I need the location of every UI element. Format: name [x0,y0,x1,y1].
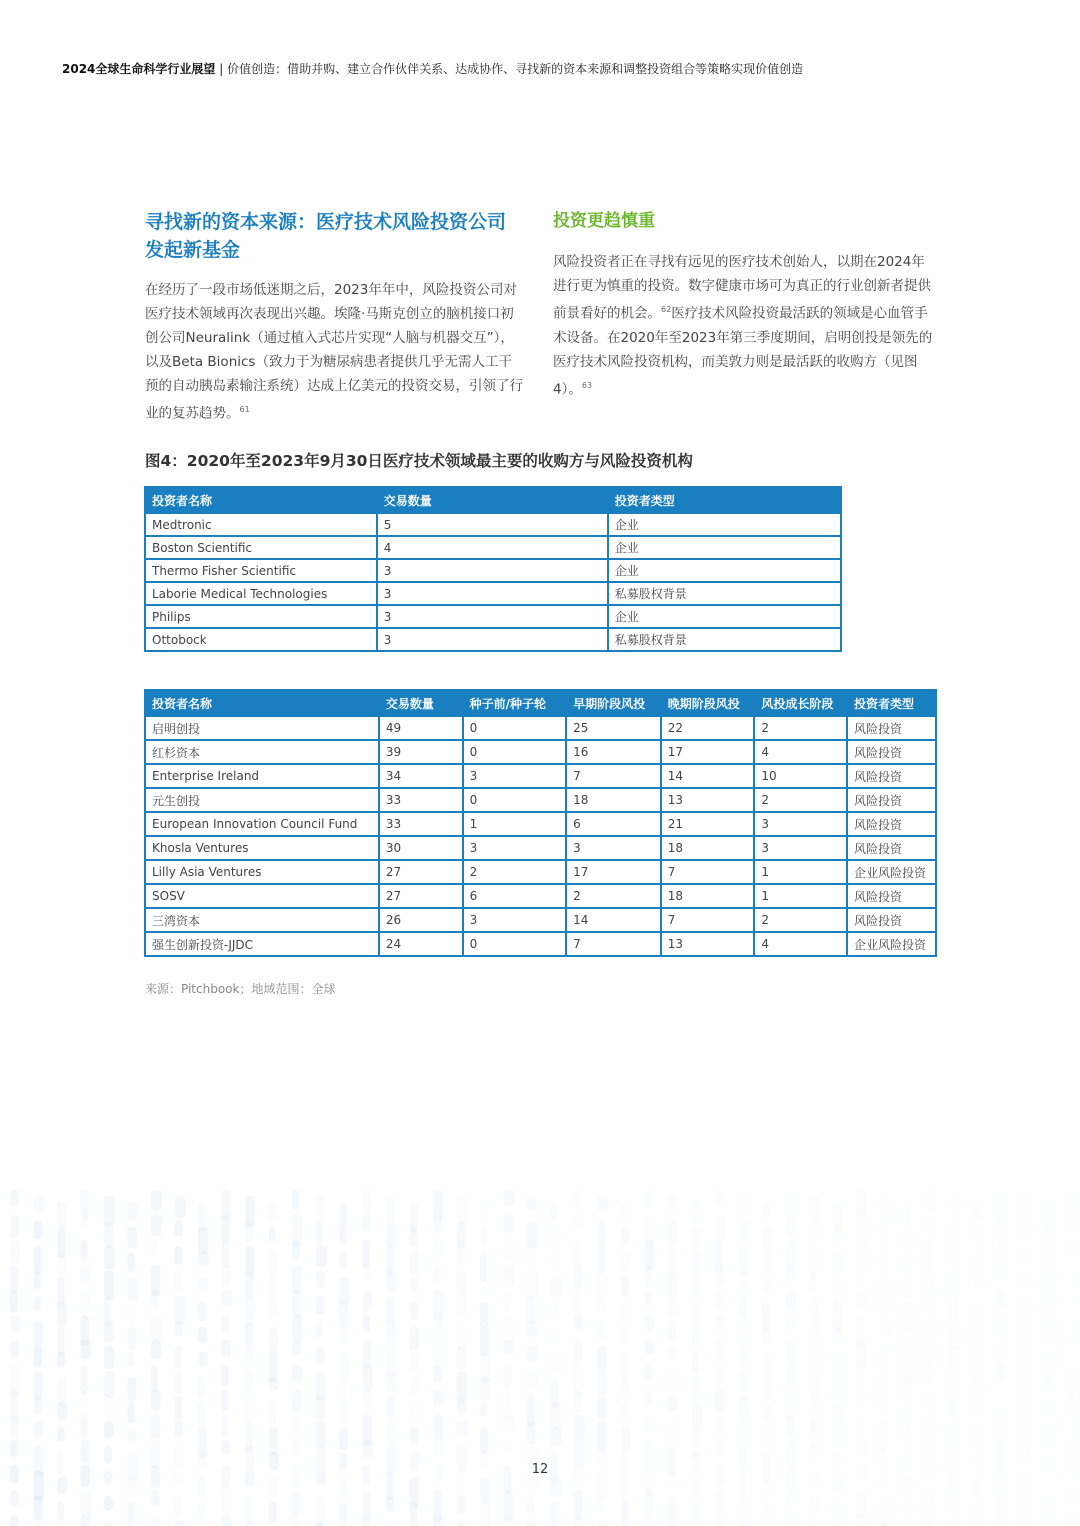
table-row [145,908,936,932]
table-cell: 7 [566,764,661,788]
left-column [145,208,523,426]
table-cell: 2 [463,860,567,884]
acquirers-table [144,486,842,652]
table-row [145,513,841,536]
table-cell: 3 [377,605,608,628]
table-cell: 3 [754,812,847,836]
table-cell: 2 [754,716,847,740]
footnote-ref-62: 62 [661,305,672,314]
column-header: 交易数量 [377,487,608,513]
table-cell: 17 [661,740,755,764]
source-note: 来源：Pitchbook；地域范围：全球 [145,982,336,996]
left-heading: 寻找新的资本来源：医疗技术风险投资公司发起新基金 [145,211,507,261]
table-cell: 21 [661,812,755,836]
table-cell: 14 [566,908,661,932]
table-cell: 3 [377,582,608,605]
table-cell: 22 [661,716,755,740]
table-row [145,716,936,740]
table-cell: 0 [463,716,567,740]
table-cell: 强生创新投资-JJDC [145,932,379,956]
column-header: 投资者类型 [847,690,936,716]
footnote-ref-61: 61 [239,405,250,414]
report-title: 2024全球生命科学行业展望 [62,62,216,76]
right-paragraph [553,250,938,401]
table-row [145,812,936,836]
table-cell: 企业 [608,513,841,536]
table-cell: Medtronic [145,513,377,536]
table-row [145,932,936,956]
table-cell: 企业 [608,536,841,559]
table-cell: 33 [379,788,463,812]
table-cell: 18 [661,836,755,860]
table-cell: 33 [379,812,463,836]
table-cell: 18 [661,884,755,908]
table-cell: 0 [463,740,567,764]
table-cell: 3 [377,628,608,651]
table-cell: 10 [754,764,847,788]
footnote-ref-63: 63 [581,380,593,390]
table-cell: Enterprise Ireland [145,764,379,788]
vc-investors-table [144,689,937,957]
table-cell: 27 [379,884,463,908]
table-cell: 0 [463,932,567,956]
right-body-1: 风险投资者正在寻找有远见的医疗技术创始人，以期在2024年进行更为慎重的投资。数字健康市场可为真正的行业创新者提供前景看好的机会。 [553,254,931,322]
table-cell: 4 [377,536,608,559]
table-cell: 6 [463,884,567,908]
table-cell: 49 [379,716,463,740]
running-header [62,60,1022,78]
table-cell: 0 [463,788,567,812]
column-header: 晚期阶段风投 [661,690,755,716]
table-row [145,788,936,812]
table-cell: Lilly Asia Ventures [145,860,379,884]
table-cell: Ottobock [145,628,377,651]
table-cell: 风险投资 [847,716,936,740]
table-cell: 25 [566,716,661,740]
table-cell: 3 [463,908,567,932]
table-cell: 3 [754,836,847,860]
table-cell: 27 [379,860,463,884]
table-cell: 26 [379,908,463,932]
table-cell: 风险投资 [847,908,936,932]
table-cell: 14 [661,764,755,788]
table-cell: 18 [566,788,661,812]
table-cell: 风险投资 [847,764,936,788]
table-cell: 启明创投 [145,716,379,740]
table-cell: 风险投资 [847,884,936,908]
table-row [145,860,936,884]
table-row [145,740,936,764]
table-cell: Philips [145,605,377,628]
table-cell: 三湾资本 [145,908,379,932]
table-cell: 3 [566,836,661,860]
table-cell: 红杉资本 [145,740,379,764]
table-cell: 企业 [608,605,841,628]
table-cell: 企业风险投资 [847,860,936,884]
table-cell: 16 [566,740,661,764]
table-row [145,836,936,860]
right-heading: 投资更趋慎重 [553,211,655,231]
table-cell: 7 [661,908,755,932]
table-cell: 3 [463,836,567,860]
table-cell: 企业风险投资 [847,932,936,956]
table-cell: 1 [754,860,847,884]
table-cell: 2 [754,908,847,932]
column-header: 交易数量 [379,690,463,716]
table-cell: 风险投资 [847,836,936,860]
table-cell: 风险投资 [847,812,936,836]
table-cell: 企业 [608,559,841,582]
table-cell: 私募股权背景 [608,628,841,651]
table-cell: 13 [661,932,755,956]
table-row [145,628,841,651]
right-body-2: 医疗技术风险投资最活跃的领域是心血管手术设备。在2020年至2023年第三季度期间，启明创投是领先的医疗技术风险投资机构，而美敦力则是最活跃的收购方（见图4）。 [553,305,933,397]
table-row [145,559,841,582]
table-cell: 4 [754,740,847,764]
left-body: 在经历了一段市场低迷期之后，2023年年中，风险投资公司对医疗技术领域再次表现出兴趣。埃隆·马斯克创立的脑机接口初创公司Neuralink（通过植入式芯片实现“人脑与机器交互”），以及Beta Bionics（致力于为糖尿病患者提供几乎无需人工干预的自动胰岛素输注系统）达成上亿美元的投资交易，引领了行业的复苏趋势。 [145,282,523,422]
table-cell: 30 [379,836,463,860]
figure-title: 图4：2020年至2023年9月30日医疗技术领域最主要的收购方与风险投资机构 [145,452,693,470]
table-cell: 6 [566,812,661,836]
table-cell: 1 [463,812,567,836]
table-cell: Thermo Fisher Scientific [145,559,377,582]
column-header: 风投成长阶段 [754,690,847,716]
table-cell: 元生创投 [145,788,379,812]
table-cell: 2 [754,788,847,812]
table-cell: 17 [566,860,661,884]
table-cell: 5 [377,513,608,536]
column-header: 投资者名称 [145,690,379,716]
table-cell: 风险投资 [847,788,936,812]
table-cell: SOSV [145,884,379,908]
table-cell: 24 [379,932,463,956]
table-cell: 7 [566,932,661,956]
table-cell: Laborie Medical Technologies [145,582,377,605]
table-row [145,536,841,559]
left-paragraph [145,278,523,426]
column-header: 投资者类型 [608,487,841,513]
table-cell: 34 [379,764,463,788]
column-header: 种子前/种子轮 [463,690,567,716]
table-cell: 7 [661,860,755,884]
table-cell: 2 [566,884,661,908]
table-row [145,884,936,908]
table-cell: 1 [754,884,847,908]
column-header: 早期阶段风投 [566,690,661,716]
table-cell: 39 [379,740,463,764]
table-row [145,764,936,788]
table-cell: European Innovation Council Fund [145,812,379,836]
table-cell: 私募股权背景 [608,582,841,605]
table-row [145,605,841,628]
column-header: 投资者名称 [145,487,377,513]
table-cell: 风险投资 [847,740,936,764]
table-cell: Khosla Ventures [145,836,379,860]
section-title: | 价值创造：借助并购、建立合作伙伴关系、达成协作、寻找新的资本来源和调整投资组合等策略实现价值创造 [219,62,804,76]
page-number: 12 [531,1462,549,1477]
table-cell: 3 [377,559,608,582]
table-cell: 4 [754,932,847,956]
table-row [145,582,841,605]
table-cell: 3 [463,764,567,788]
table-cell: 13 [661,788,755,812]
table-cell: Boston Scientific [145,536,377,559]
right-column [553,208,938,401]
